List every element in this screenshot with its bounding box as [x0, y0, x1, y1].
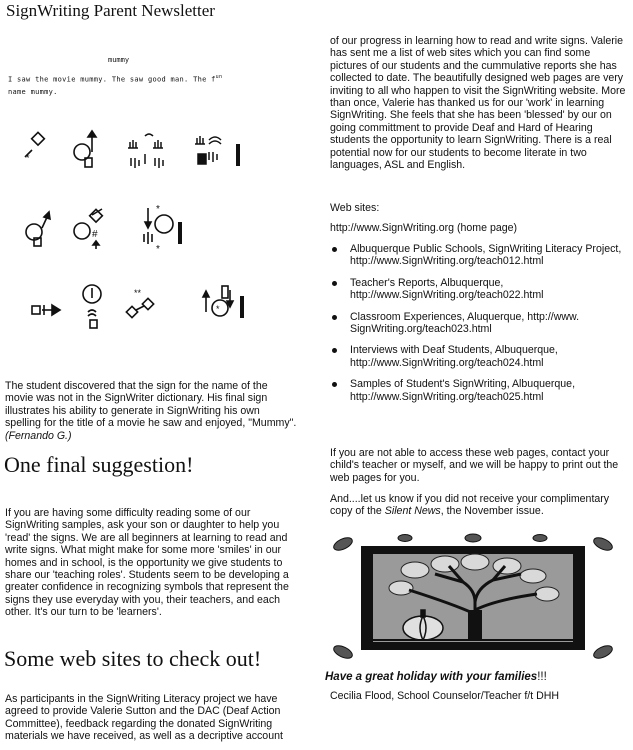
signwriting-sign-icon [122, 286, 162, 326]
svg-text:*: * [156, 244, 160, 255]
signwriting-sign-icon [200, 282, 248, 330]
section-heading-suggestion: One final suggestion! [4, 452, 194, 477]
website-item[interactable]: Teacher's Reports, Albuquerque, http://www.SignWriting.org/teach022.html [330, 277, 628, 302]
access-paragraph: If you are not able to access these web pages, contact your child's teacher or myself, and we will be happy to print out the web pages for you. [330, 447, 619, 484]
signwriting-sign-icon [140, 200, 190, 255]
signwriting-sign-icon [193, 130, 245, 175]
sample-sentence-line: name mummy. [8, 88, 58, 96]
student-caption: The student discovered that the sign for the name of the movie was not in the SignWriter dictionary. His final sign illustrates his ability to generate in SignWriting his own spelling for the title of a movie he saw and enjoyed, "Mummy". (Fernando G.) [5, 380, 297, 442]
progress-paragraph: of our progress in learning how to read and write signs. Valerie has sent me a list of web sites which you can find some pictures of our students and the cummulative reports she has collected to date. The beautifully designed web pages are very inviting to all who happen to visit the SignWriting website. More than once, Valerie has thanked us for our 'work' in learning SignWriting. She feels that she has been 'blessed' by our on going committment to provide Deaf and Hard of Hearing students the opportunity to learn SignWriting. There is a real potential now for our students to become literate in two languages, ASL and English. [330, 35, 626, 172]
signwriting-sign-icon [80, 282, 110, 332]
svg-text:*: * [216, 304, 220, 314]
suggestion-paragraph: If you are having some difficulty reading some of our SignWriting samples, ask your son or daughter to help you 'read' the signs. We are all beginners at learning to read and write signs. What might make for some more 'smiles' in our homes and in school, is the opportunity we give students to share our 'teaching roles'. Students seem to be developing a greater confidence in recognizing symbols that represent the signs they use everyday with you, their teachers, and each other. It's our turn to be 'learners'. [5, 507, 289, 619]
newsletter-title: SignWriting Parent Newsletter [6, 1, 215, 20]
section-heading-websites: Some web sites to check out! [4, 646, 262, 671]
svg-text:*: * [156, 204, 160, 215]
website-item[interactable]: Samples of Student's SignWriting, Albuquerque, http://www.SignWriting.org/teach025.html [330, 378, 628, 403]
signwriting-sign-icon [125, 130, 170, 175]
svg-text:#: # [92, 229, 98, 240]
svg-text:*: * [26, 153, 30, 163]
homepage-link[interactable]: http://www.SignWriting.org (home page) [330, 222, 518, 234]
signwriting-sign-icon [20, 125, 52, 170]
signwriting-sign-icon [22, 210, 56, 255]
website-item[interactable]: Classroom Experiences, Aluquerque, http://www. SignWriting.org/teach023.html [330, 311, 628, 336]
silent-news-paragraph: And....let us know if you did not receive your complimentary copy of the Silent News, the November issue. [330, 493, 610, 518]
holiday-message: Have a great holiday with your families!!! [325, 671, 547, 683]
sample-sentence-line: I saw the movie mummy. The saw good man. The $f^{un}$ [8, 74, 223, 84]
signwriting-sign-icon [70, 128, 104, 173]
website-item[interactable]: Interviews with Deaf Students, Albuquerque, http://www.SignWriting.org/teach024.html [330, 344, 628, 369]
signwriting-sign-icon [72, 205, 117, 253]
participants-paragraph: As participants in the SignWriting Literacy project we have agreed to provide Valerie Sutton and the DAC (Deaf Action Committee), feedback regarding the donated SignWriting materials we have received, as well as a decriptive account [5, 693, 283, 743]
signature-line: Cecilia Flood, School Counselor/Teacher f/t DHH [330, 690, 560, 702]
websites-list [330, 243, 628, 412]
autumn-tree-pumpkin-icon [325, 530, 622, 665]
sample-handwritten-title: mummy [108, 56, 130, 64]
website-item[interactable]: Albuquerque Public Schools, SignWriting Literacy Project, http://www.SignWriting.org/teach012.html [330, 243, 628, 268]
signwriting-sign-icon [30, 296, 70, 326]
svg-text:**: ** [134, 288, 142, 298]
websites-label: Web sites: [330, 202, 380, 214]
